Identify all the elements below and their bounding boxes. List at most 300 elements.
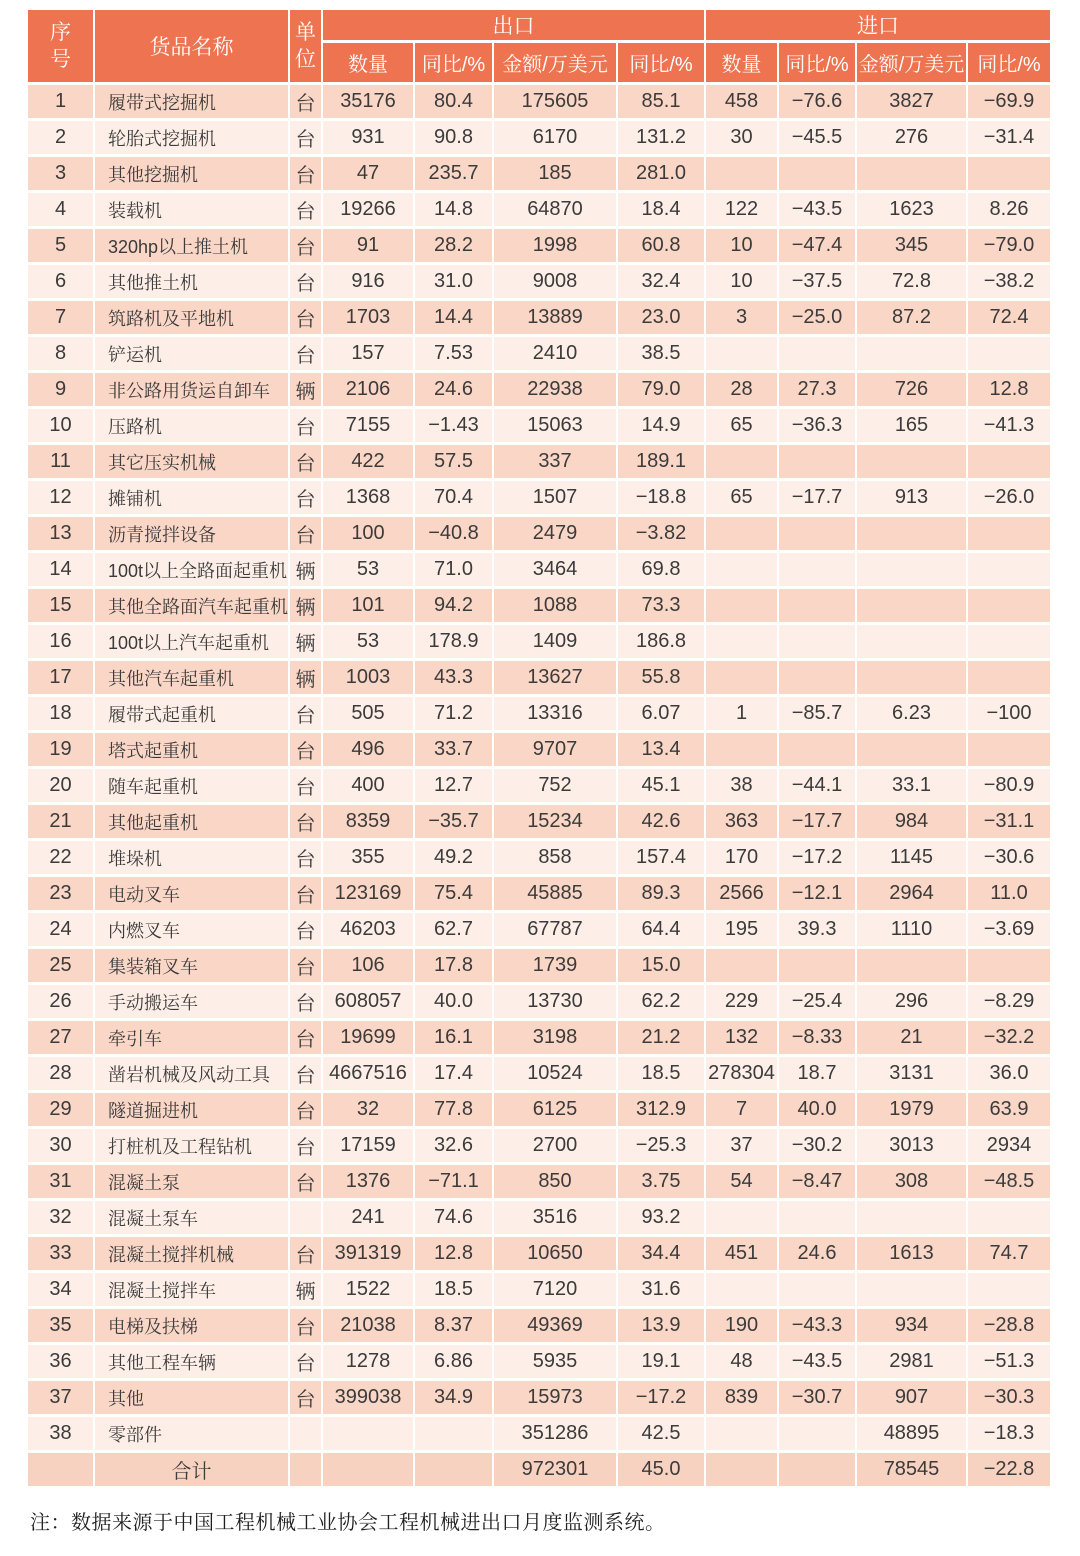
cell: 42.5 bbox=[618, 1417, 706, 1453]
table-row bbox=[28, 1237, 1050, 1273]
cell: 18.4 bbox=[618, 193, 706, 229]
cell: 1507 bbox=[494, 481, 618, 517]
cell: 辆 bbox=[290, 625, 323, 661]
cell bbox=[779, 949, 857, 985]
cell: 78545 bbox=[857, 1453, 968, 1489]
cell: 台 bbox=[290, 1021, 323, 1057]
cell: 12.7 bbox=[415, 769, 494, 805]
cell: 台 bbox=[290, 697, 323, 733]
header-export-amount: 金额/万美元 bbox=[494, 43, 618, 85]
cell: −8.33 bbox=[779, 1021, 857, 1057]
cell: 67787 bbox=[494, 913, 618, 949]
cell: 858 bbox=[494, 841, 618, 877]
cell: 33 bbox=[28, 1237, 95, 1273]
cell: 21.2 bbox=[618, 1021, 706, 1057]
cell: 1613 bbox=[857, 1237, 968, 1273]
cell: −18.3 bbox=[968, 1417, 1050, 1453]
cell: 台 bbox=[290, 841, 323, 877]
cell: 压路机 bbox=[95, 409, 290, 445]
cell bbox=[779, 625, 857, 661]
cell: 辆 bbox=[290, 553, 323, 589]
cell: 94.2 bbox=[415, 589, 494, 625]
cell: 11.0 bbox=[968, 877, 1050, 913]
cell: 29 bbox=[28, 1093, 95, 1129]
table-row bbox=[28, 1165, 1050, 1201]
cell: −8.47 bbox=[779, 1165, 857, 1201]
cell bbox=[779, 1273, 857, 1309]
cell: 其它压实机械 bbox=[95, 445, 290, 481]
cell: 608057 bbox=[323, 985, 415, 1021]
cell: 1522 bbox=[323, 1273, 415, 1309]
cell: −41.3 bbox=[968, 409, 1050, 445]
cell bbox=[779, 1417, 857, 1453]
cell: 1110 bbox=[857, 913, 968, 949]
cell: 其他工程车辆 bbox=[95, 1345, 290, 1381]
cell: 25 bbox=[28, 949, 95, 985]
cell: −69.9 bbox=[968, 85, 1050, 121]
cell: 12.8 bbox=[415, 1237, 494, 1273]
cell: 235.7 bbox=[415, 157, 494, 193]
cell: 28.2 bbox=[415, 229, 494, 265]
cell: 18 bbox=[28, 697, 95, 733]
cell: 20 bbox=[28, 769, 95, 805]
cell: 312.9 bbox=[618, 1093, 706, 1129]
table-row bbox=[28, 373, 1050, 409]
cell: 186.8 bbox=[618, 625, 706, 661]
cell: 189.1 bbox=[618, 445, 706, 481]
cell: 62.2 bbox=[618, 985, 706, 1021]
cell: 175605 bbox=[494, 85, 618, 121]
cell: 台 bbox=[290, 265, 323, 301]
cell: 8.26 bbox=[968, 193, 1050, 229]
cell: 984 bbox=[857, 805, 968, 841]
cell: 6 bbox=[28, 265, 95, 301]
cell: 3198 bbox=[494, 1021, 618, 1057]
header-import-yoy: 同比/% bbox=[779, 43, 857, 85]
cell bbox=[706, 1201, 779, 1237]
cell: 7 bbox=[28, 301, 95, 337]
cell: 19266 bbox=[323, 193, 415, 229]
cell: 47 bbox=[323, 157, 415, 193]
cell: 2479 bbox=[494, 517, 618, 553]
cell: 363 bbox=[706, 805, 779, 841]
cell: 7 bbox=[706, 1093, 779, 1129]
cell bbox=[706, 661, 779, 697]
cell: −35.7 bbox=[415, 805, 494, 841]
cell: 34.9 bbox=[415, 1381, 494, 1417]
cell: 351286 bbox=[494, 1417, 618, 1453]
cell: 72.8 bbox=[857, 265, 968, 301]
cell: 13 bbox=[28, 517, 95, 553]
cell: 23 bbox=[28, 877, 95, 913]
cell: 8359 bbox=[323, 805, 415, 841]
cell: 1998 bbox=[494, 229, 618, 265]
cell: 非公路用货运自卸车 bbox=[95, 373, 290, 409]
cell bbox=[968, 157, 1050, 193]
cell: 45.1 bbox=[618, 769, 706, 805]
cell: 53 bbox=[323, 553, 415, 589]
cell bbox=[706, 445, 779, 481]
cell: 2981 bbox=[857, 1345, 968, 1381]
table-row bbox=[28, 229, 1050, 265]
cell: 3827 bbox=[857, 85, 968, 121]
cell: 21 bbox=[857, 1021, 968, 1057]
cell: 2566 bbox=[706, 877, 779, 913]
cell: 台 bbox=[290, 769, 323, 805]
table-row bbox=[28, 1309, 1050, 1345]
cell: 45885 bbox=[494, 877, 618, 913]
cell: 打桩机及工程钻机 bbox=[95, 1129, 290, 1165]
table-row bbox=[28, 481, 1050, 517]
cell: −38.2 bbox=[968, 265, 1050, 301]
cell: −80.9 bbox=[968, 769, 1050, 805]
cell: 40.0 bbox=[779, 1093, 857, 1129]
cell: 台 bbox=[290, 1309, 323, 1345]
cell: 堆垛机 bbox=[95, 841, 290, 877]
table-row bbox=[28, 157, 1050, 193]
table-row bbox=[28, 1345, 1050, 1381]
cell: −44.1 bbox=[779, 769, 857, 805]
cell: 12.8 bbox=[968, 373, 1050, 409]
table-row bbox=[28, 805, 1050, 841]
cell: 170 bbox=[706, 841, 779, 877]
cell: 6170 bbox=[494, 121, 618, 157]
cell: 79.0 bbox=[618, 373, 706, 409]
cell: 90.8 bbox=[415, 121, 494, 157]
cell: 2934 bbox=[968, 1129, 1050, 1165]
cell: 65 bbox=[706, 481, 779, 517]
cell: 6125 bbox=[494, 1093, 618, 1129]
cell: 726 bbox=[857, 373, 968, 409]
cell: 72.4 bbox=[968, 301, 1050, 337]
cell: 123169 bbox=[323, 877, 415, 913]
cell: 塔式起重机 bbox=[95, 733, 290, 769]
cell: 65 bbox=[706, 409, 779, 445]
header-product-name: 货品名称 bbox=[95, 10, 290, 85]
cell: 355 bbox=[323, 841, 415, 877]
cell bbox=[968, 1273, 1050, 1309]
table-row bbox=[28, 877, 1050, 913]
cell: 14.4 bbox=[415, 301, 494, 337]
cell: 87.2 bbox=[857, 301, 968, 337]
cell: 10 bbox=[706, 229, 779, 265]
table-row bbox=[28, 589, 1050, 625]
cell: 内燃叉车 bbox=[95, 913, 290, 949]
cell: 70.4 bbox=[415, 481, 494, 517]
cell bbox=[857, 157, 968, 193]
table-row bbox=[28, 445, 1050, 481]
table-row bbox=[28, 1201, 1050, 1237]
cell: 装载机 bbox=[95, 193, 290, 229]
cell: 台 bbox=[290, 85, 323, 121]
cell: 38 bbox=[28, 1417, 95, 1453]
header-export-group: 出口 bbox=[323, 10, 706, 43]
cell bbox=[706, 337, 779, 373]
cell: 14 bbox=[28, 553, 95, 589]
cell: 24.6 bbox=[779, 1237, 857, 1273]
cell: 752 bbox=[494, 769, 618, 805]
cell: 77.8 bbox=[415, 1093, 494, 1129]
table-row bbox=[28, 1093, 1050, 1129]
cell: 53 bbox=[323, 625, 415, 661]
cell: −32.2 bbox=[968, 1021, 1050, 1057]
cell: 台 bbox=[290, 301, 323, 337]
header-serial-number: 序号 bbox=[28, 10, 95, 85]
cell bbox=[857, 337, 968, 373]
cell: −45.5 bbox=[779, 121, 857, 157]
cell: 10 bbox=[28, 409, 95, 445]
cell: 73.3 bbox=[618, 589, 706, 625]
cell: 296 bbox=[857, 985, 968, 1021]
cell: 106 bbox=[323, 949, 415, 985]
cell: 71.0 bbox=[415, 553, 494, 589]
cell: 33.7 bbox=[415, 733, 494, 769]
table-header bbox=[28, 10, 1050, 85]
table-row bbox=[28, 769, 1050, 805]
cell: 195 bbox=[706, 913, 779, 949]
cell: −25.3 bbox=[618, 1129, 706, 1165]
cell: 49369 bbox=[494, 1309, 618, 1345]
cell: 400 bbox=[323, 769, 415, 805]
cell: −37.5 bbox=[779, 265, 857, 301]
cell: 62.7 bbox=[415, 913, 494, 949]
cell: 摊铺机 bbox=[95, 481, 290, 517]
cell: 22938 bbox=[494, 373, 618, 409]
cell: 931 bbox=[323, 121, 415, 157]
cell: 934 bbox=[857, 1309, 968, 1345]
cell: 9 bbox=[28, 373, 95, 409]
cell: 1376 bbox=[323, 1165, 415, 1201]
table-row bbox=[28, 85, 1050, 121]
cell: 157.4 bbox=[618, 841, 706, 877]
cell: 17 bbox=[28, 661, 95, 697]
cell: −18.8 bbox=[618, 481, 706, 517]
table-row bbox=[28, 1129, 1050, 1165]
cell: 496 bbox=[323, 733, 415, 769]
cell bbox=[706, 553, 779, 589]
cell bbox=[968, 553, 1050, 589]
cell: 轮胎式挖掘机 bbox=[95, 121, 290, 157]
cell: 台 bbox=[290, 805, 323, 841]
cell: 320hp以上推土机 bbox=[95, 229, 290, 265]
cell: 64870 bbox=[494, 193, 618, 229]
cell: −30.7 bbox=[779, 1381, 857, 1417]
cell bbox=[968, 517, 1050, 553]
cell: 32 bbox=[323, 1093, 415, 1129]
cell: 混凝土搅拌机械 bbox=[95, 1237, 290, 1273]
cell: 5935 bbox=[494, 1345, 618, 1381]
cell: 台 bbox=[290, 1345, 323, 1381]
cell bbox=[779, 661, 857, 697]
table-row bbox=[28, 697, 1050, 733]
cell: 337 bbox=[494, 445, 618, 481]
cell: 13316 bbox=[494, 697, 618, 733]
table-row bbox=[28, 301, 1050, 337]
table-row bbox=[28, 625, 1050, 661]
cell: 混凝土搅拌车 bbox=[95, 1273, 290, 1309]
cell: 台 bbox=[290, 409, 323, 445]
cell: −31.1 bbox=[968, 805, 1050, 841]
cell: 1145 bbox=[857, 841, 968, 877]
cell: 85.1 bbox=[618, 85, 706, 121]
cell: 台 bbox=[290, 733, 323, 769]
cell: 21 bbox=[28, 805, 95, 841]
header-import-amount: 金额/万美元 bbox=[857, 43, 968, 85]
cell: 451 bbox=[706, 1237, 779, 1273]
table-row bbox=[28, 1021, 1050, 1057]
cell: −1.43 bbox=[415, 409, 494, 445]
cell: 台 bbox=[290, 193, 323, 229]
cell: 43.3 bbox=[415, 661, 494, 697]
cell: 165 bbox=[857, 409, 968, 445]
cell: 24 bbox=[28, 913, 95, 949]
cell: 台 bbox=[290, 1381, 323, 1417]
cell bbox=[706, 733, 779, 769]
header-import-group: 进口 bbox=[706, 10, 1050, 43]
cell: 850 bbox=[494, 1165, 618, 1201]
table-row bbox=[28, 121, 1050, 157]
table-row bbox=[28, 1381, 1050, 1417]
cell: 3464 bbox=[494, 553, 618, 589]
cell: 122 bbox=[706, 193, 779, 229]
cell: 15234 bbox=[494, 805, 618, 841]
cell: 手动搬运车 bbox=[95, 985, 290, 1021]
cell: 907 bbox=[857, 1381, 968, 1417]
cell: 3131 bbox=[857, 1057, 968, 1093]
cell: 36.0 bbox=[968, 1057, 1050, 1093]
cell: 39.3 bbox=[779, 913, 857, 949]
cell: 48895 bbox=[857, 1417, 968, 1453]
cell: 391319 bbox=[323, 1237, 415, 1273]
cell bbox=[779, 445, 857, 481]
cell: 5 bbox=[28, 229, 95, 265]
cell: 26 bbox=[28, 985, 95, 1021]
cell: −17.7 bbox=[779, 481, 857, 517]
cell: 台 bbox=[290, 229, 323, 265]
cell: 36 bbox=[28, 1345, 95, 1381]
cell bbox=[706, 1273, 779, 1309]
cell: 1703 bbox=[323, 301, 415, 337]
cell: −30.3 bbox=[968, 1381, 1050, 1417]
cell bbox=[857, 949, 968, 985]
cell: 422 bbox=[323, 445, 415, 481]
cell: 63.9 bbox=[968, 1093, 1050, 1129]
cell: 随车起重机 bbox=[95, 769, 290, 805]
cell: 42.6 bbox=[618, 805, 706, 841]
cell: 37 bbox=[706, 1129, 779, 1165]
cell: 185 bbox=[494, 157, 618, 193]
cell: 80.4 bbox=[415, 85, 494, 121]
cell: 辆 bbox=[290, 661, 323, 697]
table-row bbox=[28, 913, 1050, 949]
cell: 台 bbox=[290, 517, 323, 553]
cell bbox=[706, 1453, 779, 1489]
cell: 35176 bbox=[323, 85, 415, 121]
cell: 其他 bbox=[95, 1381, 290, 1417]
cell: 229 bbox=[706, 985, 779, 1021]
cell bbox=[706, 625, 779, 661]
cell: 32.6 bbox=[415, 1129, 494, 1165]
cell bbox=[857, 445, 968, 481]
cell: −51.3 bbox=[968, 1345, 1050, 1381]
machinery-import-export-table bbox=[28, 10, 1050, 1489]
source-note: 注：数据来源于中国工程机械工业协会工程机械进出口月度监测系统。 bbox=[30, 1512, 666, 1534]
cell: 履带式起重机 bbox=[95, 697, 290, 733]
cell: 2700 bbox=[494, 1129, 618, 1165]
cell: −30.6 bbox=[968, 841, 1050, 877]
cell bbox=[706, 1417, 779, 1453]
cell: 18.5 bbox=[415, 1273, 494, 1309]
cell: 混凝土泵车 bbox=[95, 1201, 290, 1237]
cell: 1003 bbox=[323, 661, 415, 697]
cell bbox=[968, 445, 1050, 481]
cell: 辆 bbox=[290, 373, 323, 409]
cell: 16.1 bbox=[415, 1021, 494, 1057]
cell: 2964 bbox=[857, 877, 968, 913]
cell: 1623 bbox=[857, 193, 968, 229]
cell: 34 bbox=[28, 1273, 95, 1309]
cell: 14.9 bbox=[618, 409, 706, 445]
cell: 276 bbox=[857, 121, 968, 157]
cell: −31.4 bbox=[968, 121, 1050, 157]
cell: 916 bbox=[323, 265, 415, 301]
cell: 电动叉车 bbox=[95, 877, 290, 913]
cell bbox=[290, 1453, 323, 1489]
cell bbox=[415, 1453, 494, 1489]
table-row bbox=[28, 337, 1050, 373]
header-import-amount-yoy: 同比/% bbox=[968, 43, 1050, 85]
cell: −25.0 bbox=[779, 301, 857, 337]
cell: 31 bbox=[28, 1165, 95, 1201]
cell: 集装箱叉车 bbox=[95, 949, 290, 985]
cell bbox=[857, 589, 968, 625]
cell: −22.8 bbox=[968, 1453, 1050, 1489]
cell: 101 bbox=[323, 589, 415, 625]
cell: 15063 bbox=[494, 409, 618, 445]
cell: 38 bbox=[706, 769, 779, 805]
cell bbox=[857, 517, 968, 553]
cell: 38.5 bbox=[618, 337, 706, 373]
cell bbox=[415, 1417, 494, 1453]
cell: −3.69 bbox=[968, 913, 1050, 949]
cell: 合计 bbox=[95, 1453, 290, 1489]
cell: −48.5 bbox=[968, 1165, 1050, 1201]
cell: 隧道掘进机 bbox=[95, 1093, 290, 1129]
cell bbox=[290, 1417, 323, 1453]
cell bbox=[857, 661, 968, 697]
cell: 60.8 bbox=[618, 229, 706, 265]
cell: −79.0 bbox=[968, 229, 1050, 265]
table-row bbox=[28, 517, 1050, 553]
cell bbox=[290, 1201, 323, 1237]
cell: 19699 bbox=[323, 1021, 415, 1057]
cell: 台 bbox=[290, 1129, 323, 1165]
cell: 839 bbox=[706, 1381, 779, 1417]
cell bbox=[779, 733, 857, 769]
cell: 32.4 bbox=[618, 265, 706, 301]
cell: −28.8 bbox=[968, 1309, 1050, 1345]
cell bbox=[968, 337, 1050, 373]
cell: −17.7 bbox=[779, 805, 857, 841]
cell bbox=[779, 553, 857, 589]
cell: 1088 bbox=[494, 589, 618, 625]
cell: 18.7 bbox=[779, 1057, 857, 1093]
cell: 台 bbox=[290, 985, 323, 1021]
table-row bbox=[28, 1057, 1050, 1093]
cell: 1409 bbox=[494, 625, 618, 661]
table-row bbox=[28, 841, 1050, 877]
cell: 132 bbox=[706, 1021, 779, 1057]
